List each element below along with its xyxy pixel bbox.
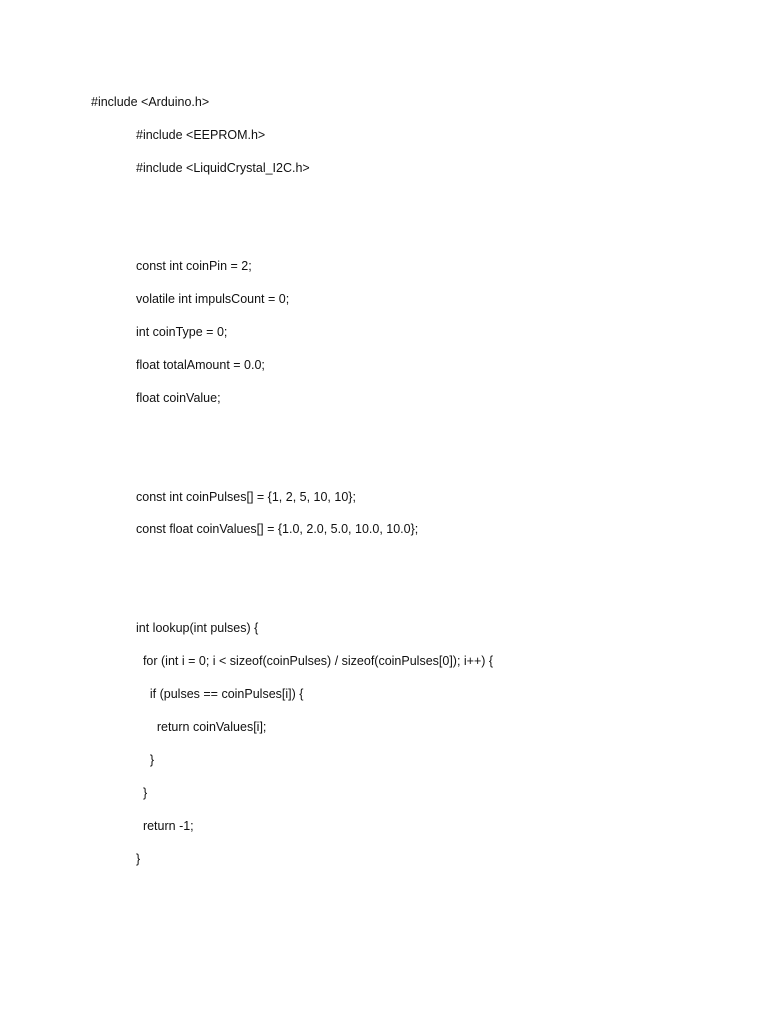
code-line-close-if: }	[136, 753, 155, 767]
code-line-lookup-signature: int lookup(int pulses) {	[136, 621, 259, 635]
code-line-coin-pulses-array: const int coinPulses[] = {1, 2, 5, 10, 10};	[136, 490, 356, 504]
code-line-include-lcd: #include <LiquidCrystal_I2C.h>	[136, 161, 310, 175]
code-line-return-value: return coinValues[i];	[136, 720, 267, 734]
code-line-if-condition: if (pulses == coinPulses[i]) {	[136, 687, 304, 701]
code-line-coin-pin: const int coinPin = 2;	[136, 259, 252, 273]
code-line-for-loop: for (int i = 0; i < sizeof(coinPulses) / sizeof(coinPulses[0]); i++) {	[136, 654, 494, 668]
code-line-include-eeprom: #include <EEPROM.h>	[136, 128, 266, 142]
code-line-close-for: }	[136, 786, 148, 800]
code-line-return-minus-one: return -1;	[136, 819, 194, 833]
code-line-coin-values-array: const float coinValues[] = {1.0, 2.0, 5.0, 10.0, 10.0};	[136, 522, 419, 536]
code-line-total-amount: float totalAmount = 0.0;	[136, 358, 265, 372]
code-line-close-function: }	[136, 852, 141, 866]
code-line-coin-type: int coinType = 0;	[136, 325, 228, 339]
code-line-impuls-count: volatile int impulsCount = 0;	[136, 292, 290, 306]
code-line-coin-value: float coinValue;	[136, 391, 221, 405]
code-line-include-arduino: #include <Arduino.h>	[91, 95, 210, 109]
